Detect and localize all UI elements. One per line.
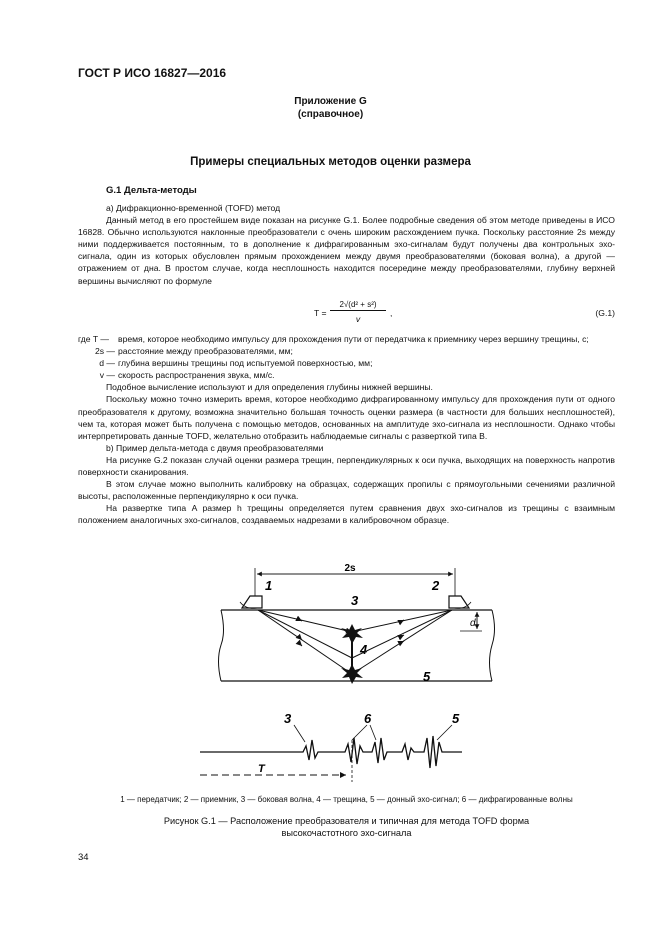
label-transmitter: 1 — [265, 578, 273, 593]
para-b3: На развертке типа A размер h трещины определяется путем сравнения двух эхо-сигналов из трещины с взаимным положением аналогичных эхо-сигналов, создаваемых надрезами в калибровочном образце. — [78, 503, 615, 526]
where-list — [78, 333, 615, 527]
para-similar: Подобное вычисление используют и для определения глубины нижней вершины. — [106, 382, 433, 393]
para-b2: В этом случае можно выполнить калибровку на образцах, содержащих пропилы с прямоугольными сечениями различной высоты, расположенные перпендикулярно к оси пучка. — [78, 479, 615, 502]
where-sym: где T — — [78, 334, 110, 344]
where-row-2s — [78, 345, 615, 357]
a-scan-trace — [200, 736, 462, 768]
where-text: скорость распространения звука, мм/с. — [118, 370, 275, 381]
label-back-signal: 5 — [452, 711, 460, 726]
label-lateral: 3 — [351, 593, 359, 608]
where-text: расстояние между преобразователями, мм; — [118, 346, 293, 357]
formula-number: (G.1) — [595, 308, 615, 318]
para-a-title: а) Дифракционно-временной (TOFD) метод — [106, 203, 281, 213]
label-diffracted: 6 — [364, 711, 372, 726]
appendix-title: Приложение G — [294, 96, 367, 107]
receiver-probe — [449, 596, 471, 608]
figure-tofd — [0, 560, 661, 790]
figure-title — [78, 815, 615, 839]
figure-title-line1: Рисунок G.1 — Расположение преобразователя и типичная для метода TOFD форма — [163, 816, 530, 826]
label-receiver: 2 — [432, 578, 440, 593]
para-b1: На рисунке G.2 показан случай оценки размера трещин, перпендикулярных к оси пучка, выходящих на поверхность напротив поверхности сканирования. — [78, 454, 615, 478]
where-text: время, которое необходимо импульсу для прохождения пути от передатчика к приемнику через вершину трещины, с; — [118, 334, 589, 344]
where-sym: 2s — — [94, 346, 115, 357]
para-precise: Поскольку можно точно измерить время, которое необходимо дифрагированному импульсу для прохождения пути от одного преобразователя к другому, возможна значительно большая точность оценки размера (в частности для больших несплошностей), чем та, которая может быть получена с помощью методов, основанных на амплитуде эхо-сигнала из несплошности. Однако чтобы интерпретировать данные TOFD, желательно отобразить наблюдаемые сигналы с разверткой типа B. — [78, 394, 615, 441]
section-heading: G.1 Дельта-методы — [106, 185, 197, 196]
figure-legend: 1 — передатчик; 2 — приемник, 3 — боковая волна, 4 — трещина, 5 — донный эхо-сигнал; 6 — дифрагированные волны — [120, 795, 573, 804]
dim-label: 2s — [344, 563, 356, 574]
document-header: ГОСТ Р ИСО 16827—2016 — [78, 66, 227, 80]
page-number: 34 — [78, 852, 89, 863]
formula-tail: , — [390, 308, 393, 318]
signal-callouts — [294, 725, 452, 742]
para-b-title: b) Пример дельта-метода с двумя преобразователями — [106, 442, 324, 453]
where-row-T — [78, 333, 615, 345]
main-title: Примеры специальных методов оценки размера — [190, 156, 471, 168]
where-row-v — [78, 369, 615, 381]
label-lateral-signal: 3 — [284, 711, 292, 726]
formula-lhs: T = — [314, 308, 327, 318]
formula-g1 — [78, 300, 615, 330]
appendix-subtitle: (справочное) — [297, 109, 364, 120]
where-sym: v — — [99, 370, 115, 381]
transmitter-probe — [240, 596, 262, 608]
label-depth: d — [470, 618, 476, 629]
label-crack: 4 — [360, 642, 368, 657]
label-back: 5 — [423, 669, 431, 684]
formula-denominator: v — [355, 314, 361, 324]
where-text: глубина вершины трещины под испытуемой поверхностью, мм; — [118, 358, 373, 369]
para-a-text: Данный метод в его простейшем виде показан на рисунке G.1. Более подробные сведения об этом методе приведены в ИСО 16828. Обычно используются наклонные преобразователи с очень широким расхождением пучка. Поскольку расстояние 2s между ними поддерживается постоянным, то в дополнение к дифрагированным эхо-сигналам будут получены два контрольных эхо-сигнала, один из которых обусловлен прямым прохождением между двумя преобразователями (боковая волна), а другой — отражением от дна. В простом случае, когда несплошность находится посередине между преобразователями, глубину верхней вершины вычисляют по формуле — [78, 215, 615, 286]
figure-title-line2: высокочастотного эхо-сигнала — [281, 828, 412, 838]
label-time: T — [258, 763, 265, 775]
formula-numerator: 2√(d² + s²) — [330, 300, 386, 311]
where-sym: d — — [99, 358, 115, 369]
time-axis — [200, 740, 352, 782]
ray-paths — [258, 610, 452, 674]
text-block-a — [78, 202, 615, 287]
where-row-d — [78, 357, 615, 369]
